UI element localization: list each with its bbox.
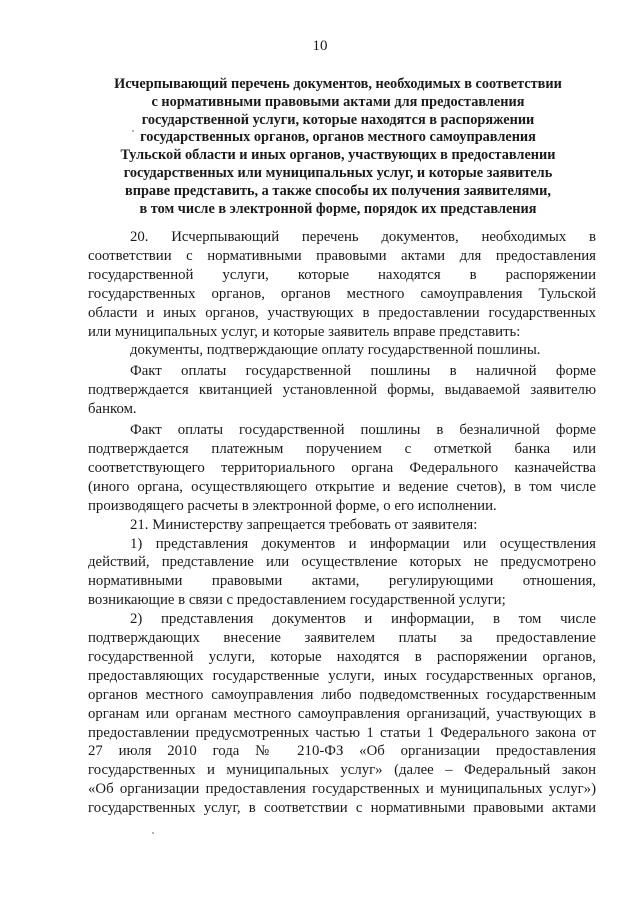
text-line: «Об организации предоставления государственных и муниципальных услуг») [88,781,596,798]
text-line: документы, подтверждающие оплату государственной пошлины. [130,342,541,359]
text-line: подтверждается квитанцией установленной формы, выдаваемой заявителю [88,382,596,399]
text-line: производящего расчеты в электронной форме, о его исполнении. [88,497,497,514]
paragraph-fee-documents [88,341,596,360]
paragraph-subitem-2 [88,610,596,818]
scan-speck [152,832,154,834]
text-line: 21. Министерству запрещается требовать от заявителя: [130,516,478,533]
heading-line: вправе представить, а также способы их получения заявителями, [125,182,551,199]
text-line: (иного органа, осуществляющего открытие и ведение счетов), в том числе [88,478,596,495]
heading-line: в том числе в электронной форме, порядок их представления [139,200,537,217]
text-line: соответствии с нормативными правовыми актами для предоставления [88,247,596,264]
paragraph-item-20 [88,228,596,341]
text-line: возникающие в связи с предоставлением государственной услуги; [88,592,506,609]
text-line: государственных органов, органов местного самоуправления Тульской [88,285,596,302]
text-line: или муниципальных услуг, и которые заявитель вправе представить: [88,323,521,340]
text-line: 27 июля 2010 года № 210-ФЗ «Об организации предоставления [88,743,596,760]
page-number: 10 [312,38,328,54]
heading-line: Тульской области и иных органов, участвующих в предоставлении [120,147,556,164]
text-line: нормативными правовыми актами, регулирующими отношения, [88,573,596,590]
text-line: государственной услуги, которые находятся в распоряжении [88,266,596,283]
text-line: подтверждающих внесение заявителем платы за предоставление [88,630,596,647]
heading-line: государственной услуги, которые находятся в распоряжении [141,111,535,128]
paragraph-item-21 [88,516,596,535]
text-line: действий, представление или осуществление которых не предусмотрено [88,554,596,571]
text-line: предоставлении предусмотренных частью 1 статьи 1 Федерального закона от [88,724,596,741]
text-line: области и иных органов, участвующих в предоставлении государственных [88,304,596,321]
text-line: соответствующего территориального органа Федерального казначейства [88,459,596,476]
text-line: подтверждается платежным поручением с отметкой банка или [88,440,596,457]
text-line: 1) представления документов и информации или осуществления [130,535,596,552]
heading-line: государственных органов, органов местного самоуправления [140,129,536,146]
text-line: Факт оплаты государственной пошлины в наличной форме [130,363,596,380]
heading-line: государственных или муниципальных услуг, и которые заявитель [123,164,553,181]
text-line: государственной услуги, которые находятся в распоряжении органов, [88,648,596,665]
text-line: органов местного самоуправления либо подведомственных государственным [88,686,596,703]
document-body [88,228,596,818]
text-line: 2) представления документов и информации, в том числе [130,611,596,628]
paragraph-noncash-payment [88,421,596,516]
scan-speck [132,130,134,132]
text-line: государственных и муниципальных услуг» (далее – Федеральный закон [88,762,596,779]
section-heading [88,76,588,218]
text-line: Факт оплаты государственной пошлины в безналичной форме [130,422,596,439]
paragraph-cash-payment [88,362,596,419]
text-line: предоставляющих государственные услуги, иных государственных органов, [88,667,596,684]
heading-line: с нормативными правовыми актами для предоставления [151,93,525,110]
text-line: банком. [88,401,137,418]
paragraph-subitem-1 [88,535,596,611]
text-line: органам или органам местного самоуправления организаций, участвующих в [88,705,596,722]
heading-line: Исчерпывающий перечень документов, необходимых в соответствии [114,76,562,92]
text-line: государственных услуг, в соответствии с нормативными правовыми актами [88,800,596,817]
text-line: 20. Исчерпывающий перечень документов, необходимых в [130,229,596,245]
